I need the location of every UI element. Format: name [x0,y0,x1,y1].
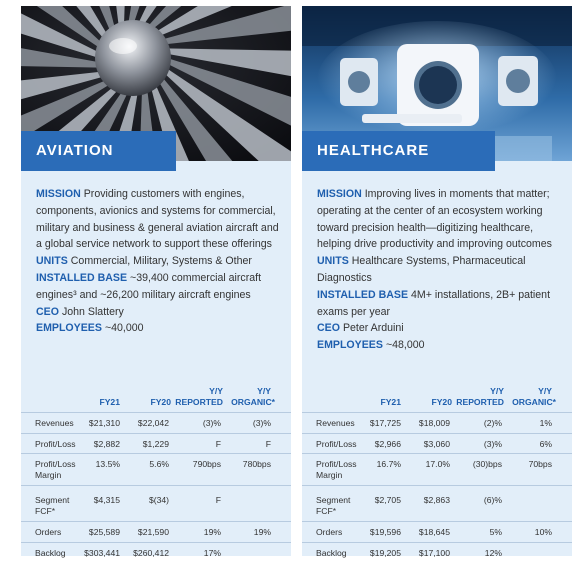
row-reported: (6)% [483,495,502,505]
row-label: Revenues [35,418,74,428]
row-reported: 17% [203,548,221,558]
row-fy21: 16.7% [376,459,401,469]
header-organic: ORGANIC* [512,397,556,407]
ceo-text: John Slattery [61,305,124,318]
row-fy20: $(34) [148,495,169,505]
row-fy20: $17,100 [418,548,450,558]
mission-text: Providing customers with engines, components, avionics and systems for commercial, military and business & general aviation aircraft and a global service network to support these offerings [36,188,279,251]
row-fy20: $18,009 [418,418,450,428]
row-organic: 70bps [528,459,552,469]
row-label: Revenues [316,418,355,428]
row-fy20: $2,863 [423,495,450,505]
header-yy-organic: Y/Y [257,386,271,396]
table-row [21,521,291,542]
row-organic: 6% [539,439,552,449]
row-label: Profit/Loss [35,439,76,449]
table-row [21,485,291,521]
table-rows [21,412,291,563]
units-label: UNITS [36,255,68,268]
row-reported: 5% [489,527,502,537]
header-yy-reported: Y/Y [490,386,504,396]
aviation-financial-table [21,380,291,563]
aviation-title: AVIATION [21,131,176,171]
row-reported: (3)% [483,439,502,449]
healthcare-panel [302,6,572,556]
row-fy20: $18,645 [418,527,450,537]
installed-base-text: 4M+ installations, 2B+ patient exams per year [317,288,551,318]
row-fy21: $25,589 [88,527,120,537]
installed-base-label: INSTALLED BASE [36,271,128,284]
table-row [302,412,572,433]
row-fy21: $303,441 [84,548,120,558]
row-label: Backlog [316,548,347,558]
header-organic: ORGANIC* [231,397,275,407]
row-label: Orders [35,527,62,537]
aviation-description [36,186,281,337]
ceo-label: CEO [317,322,340,335]
mission-label: MISSION [36,188,81,200]
row-reported: 19% [203,527,221,537]
row-label: Segment FCF* [35,495,70,516]
row-fy20: $21,590 [137,527,169,537]
table-row [302,433,572,453]
header-fy21: FY21 [380,397,401,407]
healthcare-financial-table [302,380,572,563]
table-row [302,542,572,563]
row-label: Backlog [35,548,66,558]
healthcare-title: HEALTHCARE [302,131,495,171]
table-row [21,542,291,563]
row-reported: (30)bps [472,459,502,469]
table-header [21,380,291,412]
table-row [21,433,291,453]
row-fy20: $260,412 [133,548,169,558]
table-row [302,485,572,521]
mission-label: MISSION [317,188,362,200]
row-fy20: 5.6% [149,459,169,469]
installed-base-label: INSTALLED BASE [317,288,409,301]
row-reported: F [215,495,221,505]
row-organic: 780bps [242,459,271,469]
row-fy20: 17.0% [425,459,450,469]
table-row [21,453,291,485]
ceo-text: Peter Arduini [342,322,404,335]
units-text: Commercial, Military, Systems & Other [70,255,252,268]
row-organic: 1% [539,418,552,428]
row-label: Segment FCF* [316,495,351,516]
employees-text: ~40,000 [104,322,144,335]
row-organic: (3)% [252,418,271,428]
row-fy21: $2,882 [93,439,120,449]
row-organic: F [265,439,271,449]
header-yy-organic: Y/Y [538,386,552,396]
ceo-label: CEO [36,305,59,318]
employees-text: ~48,000 [385,339,425,352]
aviation-panel [21,6,291,556]
row-fy21: $21,310 [88,418,120,428]
row-fy21: $19,596 [369,527,401,537]
row-label: Profit/Loss Margin [35,459,76,480]
row-label: Orders [316,527,343,537]
row-reported: 790bps [192,459,221,469]
row-label: Profit/Loss [316,439,357,449]
row-fy21: $2,966 [374,439,401,449]
units-text: Healthcare Systems, Pharmaceutical Diagnostics [317,255,526,284]
row-reported: (2)% [483,418,502,428]
row-fy21: 13.5% [95,459,120,469]
row-fy21: $17,725 [369,418,401,428]
table-rows [302,412,572,563]
table-header [302,380,572,412]
header-fy20: FY20 [431,397,452,407]
row-fy20: $1,229 [142,439,169,449]
header-reported: REPORTED [175,397,223,407]
mission-text: Improving lives in moments that matter; operating at the center of an ecosystem working toward precision health—digitizing healthcare, helping drive productivity and improving outcomes [317,188,552,251]
row-organic: 19% [253,527,271,537]
header-fy21: FY21 [99,397,120,407]
row-fy21: $19,205 [369,548,401,558]
row-reported: F [215,439,221,449]
employees-label: EMPLOYEES [36,322,102,335]
healthcare-description [317,186,562,354]
row-organic: 10% [534,527,552,537]
employees-label: EMPLOYEES [317,339,383,352]
table-row [302,521,572,542]
row-fy20: $22,042 [137,418,169,428]
row-reported: 12% [484,548,502,558]
row-fy21: $4,315 [93,495,120,505]
header-yy-reported: Y/Y [209,386,223,396]
table-row [21,412,291,433]
header-reported: REPORTED [456,397,504,407]
row-reported: (3)% [202,418,221,428]
installed-base-text: ~39,400 commercial aircraft engines³ and ~26,200 military aircraft engines [36,271,262,301]
row-fy21: $2,705 [374,495,401,505]
row-fy20: $3,060 [423,439,450,449]
table-row [302,453,572,485]
row-label: Profit/Loss Margin [316,459,357,480]
header-fy20: FY20 [150,397,171,407]
units-label: UNITS [317,255,349,268]
